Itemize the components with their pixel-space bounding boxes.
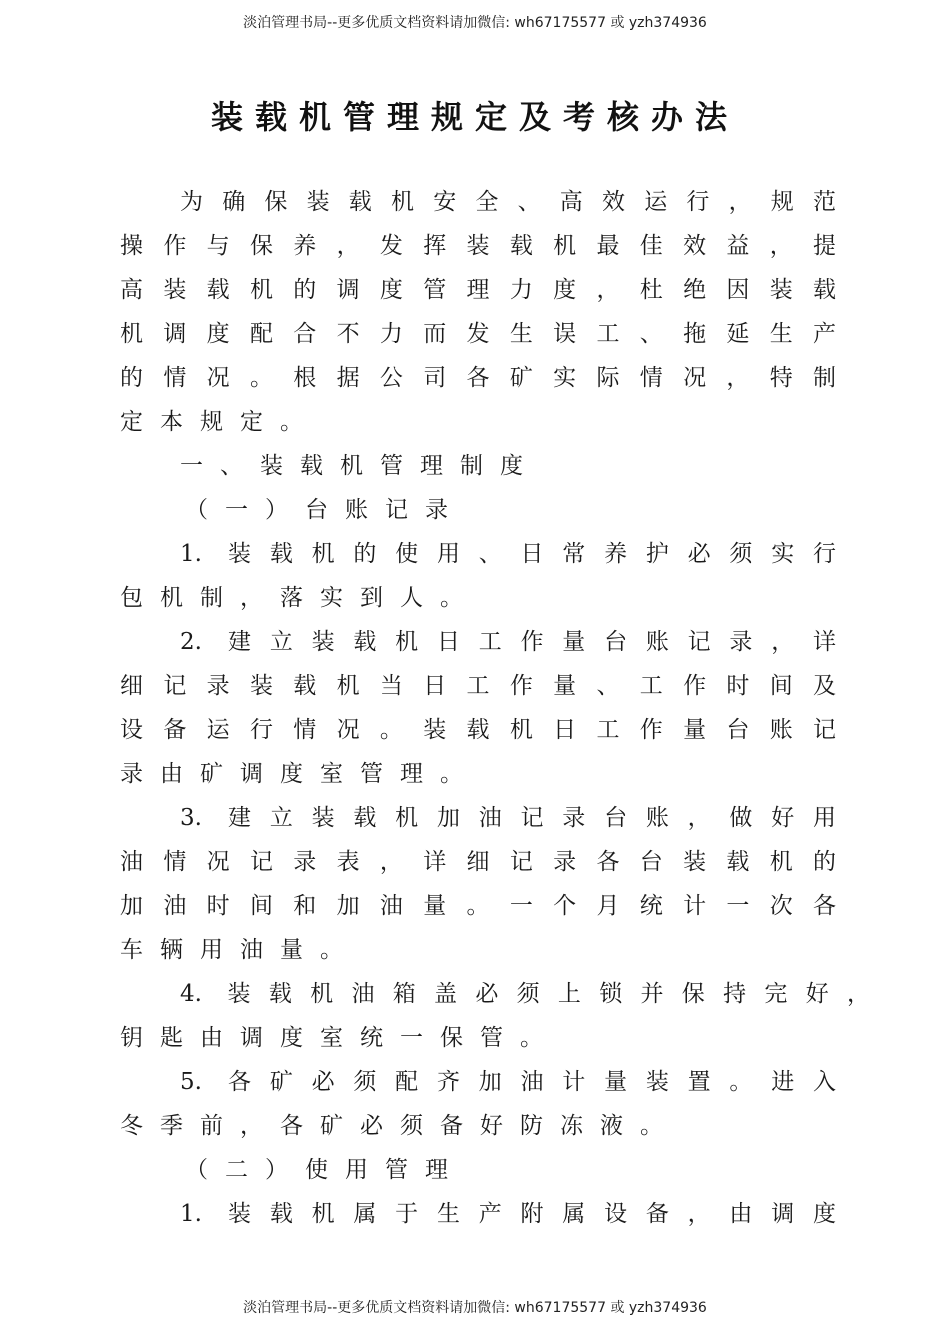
paragraph-line: 加油时间和加油量。一个月统计一次各 (120, 893, 836, 919)
paragraph-line: 1. 装载机属于生产附属设备，由调度 (180, 1201, 836, 1227)
paragraph-line: 车辆用油量。 (120, 937, 360, 963)
paragraph-line: 录由矿调度室管理。 (120, 761, 480, 787)
paragraph-line: 机调度配合不力而发生误工、拖延生产 (120, 321, 836, 347)
paragraph-line: 冬季前，各矿必须备好防冻液。 (120, 1113, 680, 1139)
paragraph-line: 包机制，落实到人。 (120, 585, 480, 611)
paragraph-line: 2. 建立装载机日工作量台账记录，详 (180, 629, 836, 655)
paragraph-line: 1. 装载机的使用、日常养护必须实行 (180, 541, 836, 567)
paragraph-line: 细记录装载机当日工作量、工作时间及 (120, 673, 836, 699)
section-heading: 一、装载机管理制度 (180, 453, 540, 479)
subsection-heading: （一）台账记录 (185, 497, 465, 523)
page-footer: 淡泊管理书局--更多优质文档资料请加微信: wh67175577 或 yzh374936 (243, 1300, 707, 1316)
paragraph-line: 为确保装载机安全、高效运行，规范 (180, 189, 836, 215)
paragraph-line: 高装载机的调度管理力度，杜绝因装载 (120, 277, 836, 303)
page-header: 淡泊管理书局--更多优质文档资料请加微信: wh67175577 或 yzh374936 (243, 15, 707, 31)
paragraph-line: 5. 各矿必须配齐加油计量装置。进入 (180, 1069, 836, 1095)
paragraph-line: 4. 装载机油箱盖必须上锁并保持完好， (180, 981, 870, 1007)
paragraph-line: 钥匙由调度室统一保管。 (120, 1025, 560, 1051)
document-title: 装载机管理规定及考核办法 (210, 98, 739, 136)
paragraph-line: 操作与保养，发挥装载机最佳效益，提 (120, 233, 836, 259)
paragraph-line: 的情况。根据公司各矿实际情况，特制 (120, 365, 836, 391)
document-body (120, 180, 870, 1236)
paragraph-line: 油情况记录表，详细记录各台装载机的 (120, 849, 836, 875)
paragraph-line: 定本规定。 (120, 409, 320, 435)
paragraph-line: 设备运行情况。装载机日工作量台账记 (120, 717, 836, 743)
subsection-heading: （二）使用管理 (185, 1157, 465, 1183)
paragraph-line: 3. 建立装载机加油记录台账，做好用 (180, 805, 836, 831)
